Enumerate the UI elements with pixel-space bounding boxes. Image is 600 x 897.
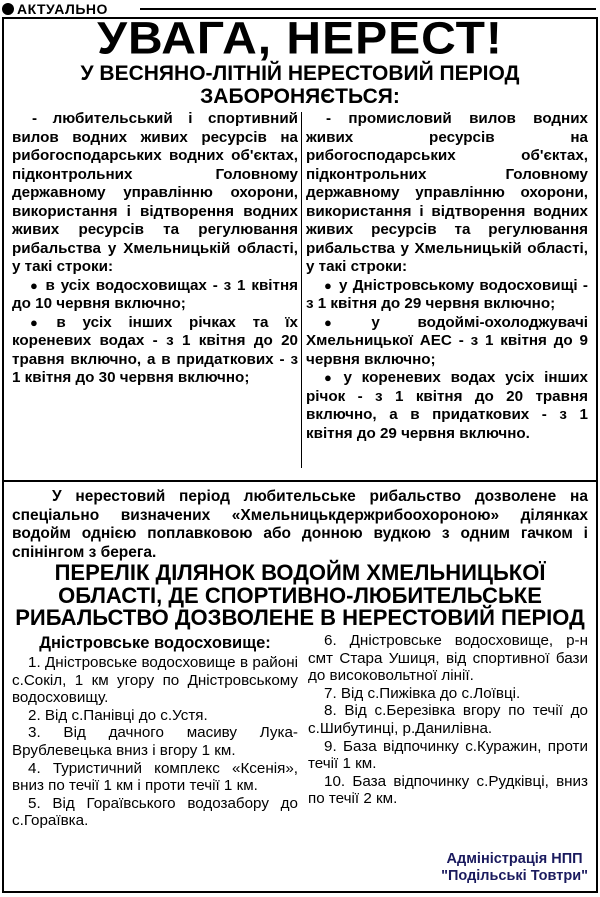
left-bullet: ● в усіх водосховищах - з 1 квітня до 10 червня включно; <box>12 276 298 312</box>
right-bullet: ● у кореневих водах усіх інших річок - з 1 квітня до 20 травня включно, а в придаткових - з 1 квітня до 29 червня включно. <box>306 369 588 442</box>
list-heading: Дністровське водосховище: <box>39 634 271 652</box>
signature-org: Адміністрація НПП <box>446 851 583 867</box>
list-item: 8. Від с.Березівка вгору по течії до с.Шибутинці, р.Данилівна. <box>308 702 588 737</box>
right-intro: - промисловий вилов водних живих ресурсів на рибогосподарських об'єктах, підконтрольних Головному державному управлінню охорони, використання і відтворення водних живих ресурсів та регулювання рибальства у Хмельницькій області, у такі строки: <box>306 110 588 275</box>
list-item: 9. База відпочинку с.Куражин, проти течії 1 км. <box>308 737 588 773</box>
bullet-dot-icon: ● <box>30 314 51 330</box>
list-item: 10. База відпочинку с.Рудківці, вниз по течії 2 км. <box>308 772 588 808</box>
right-column <box>306 110 588 443</box>
bullet-dot-icon: ● <box>324 277 333 293</box>
column-divider <box>301 112 302 468</box>
right-bullet: ● у водоймі-охолоджувачі Хмельницької АЕС - з 1 квітня до 9 червня включно; <box>306 313 588 368</box>
left-bullet: ● в усіх інших річках та їх кореневих водах - з 1 квітня до 20 травня включно, а в придаткових - з 1 квітня до 30 червня включно; <box>12 313 298 386</box>
bullet-dot-icon: ● <box>30 277 40 293</box>
list-item: 4. Туристичний комплекс «Ксенія», вниз по течії 1 км і проти течії 1 км. <box>12 759 298 795</box>
list-item: 2. Від с.Панівці до с.Устя. <box>28 706 208 724</box>
fishing-notice: У нерестовий період любительське рибальство дозволене на спеціально визначених «Хмельницькдержрибоохороною» ділянках водойм однією поплавковою або донною вудкою з одним гачком і спінінгом з берега. <box>12 488 588 561</box>
list-title: ПЕРЕЛІК ДІЛЯНОК ВОДОЙМ ХМЕЛЬНИЦЬКОЇ ОБЛАСТІ, ДЕ СПОРТИВНО-ЛЮБИТЕЛЬСЬКЕ РИБАЛЬСТВО ДОЗВОЛЕНЕ В НЕРЕСТОВИЙ ПЕРІОД <box>15 560 585 630</box>
list-item: 6. Дністровське водосховище, р-н смт Стара Ушиця, від спортивної бази до високовольтної лінії. <box>308 632 588 685</box>
list-item: 5. Від Гораївського водозабору до с.Гораївка. <box>12 794 298 830</box>
right-bullet: ● у Дністровському водосховищі - з 1 квітня до 29 червня включно; <box>306 276 588 312</box>
list-item: 3. Від дачного масиву Лука-Врублевецька вниз і вгору 1 км. <box>12 724 298 759</box>
section-tag-label: АКТУАЛЬНО <box>17 1 108 17</box>
left-intro: - любительський і спортивний вилов водних живих ресурсів на рибогосподарських водних об'єктах, підконтрольних Головному державному управлінню охорони, використання і відтворення водних живих ресурсів та регулювання рибальства у Хмельницькій області, у такі строки: <box>12 110 298 275</box>
subheadline: У ВЕСНЯНО-ЛІТНІЙ НЕРЕСТОВИЙ ПЕРІОД ЗАБОРОНЯЄТЬСЯ: <box>80 62 520 108</box>
list-item: 1. Дністровське водосховище в районі с.Сокіл, 1 км угору по Дністровському водосховищу. <box>12 654 298 707</box>
section-tag <box>2 1 108 17</box>
bullet-dot-icon: ● <box>324 370 338 385</box>
list-item: 7. Від с.Пижівка до с.Лоївці. <box>324 684 521 702</box>
signature <box>441 851 588 885</box>
section-divider <box>4 480 596 482</box>
sites-list-left <box>12 634 298 830</box>
bullet-dot-icon <box>2 3 14 15</box>
headline: УВАГА, НЕРЕСТ! <box>97 13 503 64</box>
bullet-dot-icon: ● <box>324 314 366 330</box>
left-column <box>12 110 298 388</box>
header-rule <box>140 8 596 10</box>
sites-list-right <box>308 632 588 808</box>
signature-park: "Подільські Товтри" <box>441 868 588 884</box>
